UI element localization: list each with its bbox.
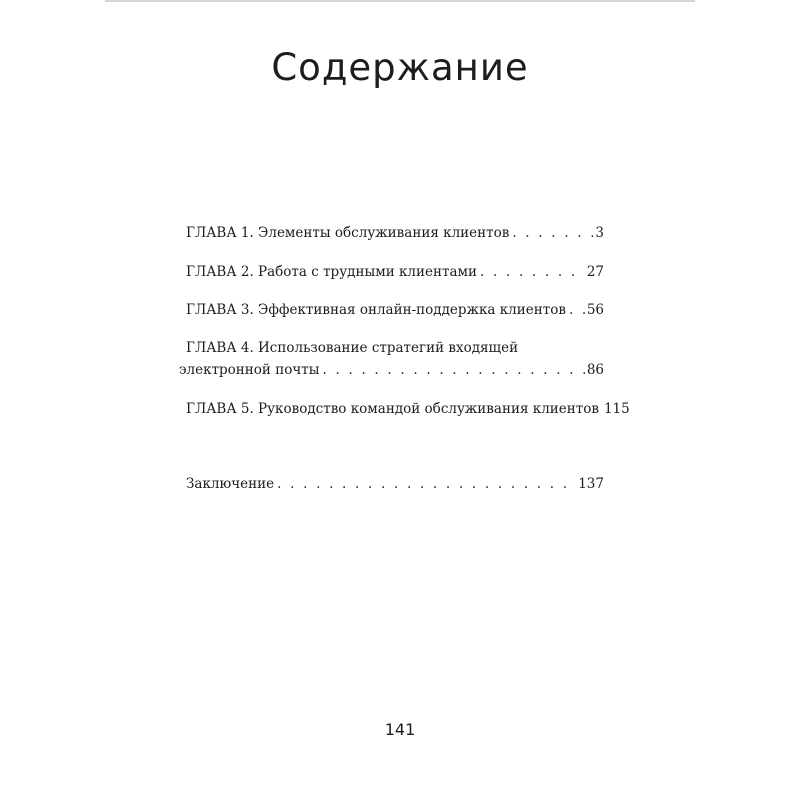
toc-entry-conclusion	[186, 475, 604, 493]
toc-entry-chapter-1	[186, 224, 604, 242]
toc-entry-label: ГЛАВА 1. Элементы обслуживания клиентов	[186, 225, 510, 241]
toc-entry-page: 86	[586, 362, 604, 378]
dot-leader	[512, 224, 593, 242]
toc-entry-label: ГЛАВА 2. Работа с трудными клиентами	[186, 264, 477, 280]
toc-entry-page: 56	[586, 302, 604, 318]
page-number: 141	[384, 720, 416, 739]
toc-entry-chapter-4	[179, 339, 604, 379]
dot-leader	[569, 301, 585, 319]
toc-entry-page: 115	[603, 401, 630, 417]
page-title: Содержание	[271, 46, 529, 89]
toc-entry-page: 27	[586, 264, 604, 280]
dot-leader	[480, 263, 585, 281]
toc-entry-page: 3	[595, 225, 604, 241]
toc-entry-chapter-2	[186, 263, 604, 281]
dot-leader	[277, 475, 576, 493]
dot-leader	[322, 361, 584, 379]
toc-entry-label-line2: электронной почты	[179, 362, 320, 378]
toc-entry-chapter-5	[186, 400, 630, 418]
toc-entry-label: Заключение	[186, 476, 275, 492]
toc-entry-label: ГЛАВА 5. Руководство командой обслуживания клиентов	[186, 401, 599, 417]
toc-entry-label: ГЛАВА 3. Эффективная онлайн-поддержка клиентов	[186, 302, 566, 318]
toc-entry-chapter-3	[186, 301, 604, 319]
toc-entry-page: 137	[578, 476, 604, 492]
toc-entry-label-line1: ГЛАВА 4. Использование стратегий входящей	[186, 340, 519, 356]
